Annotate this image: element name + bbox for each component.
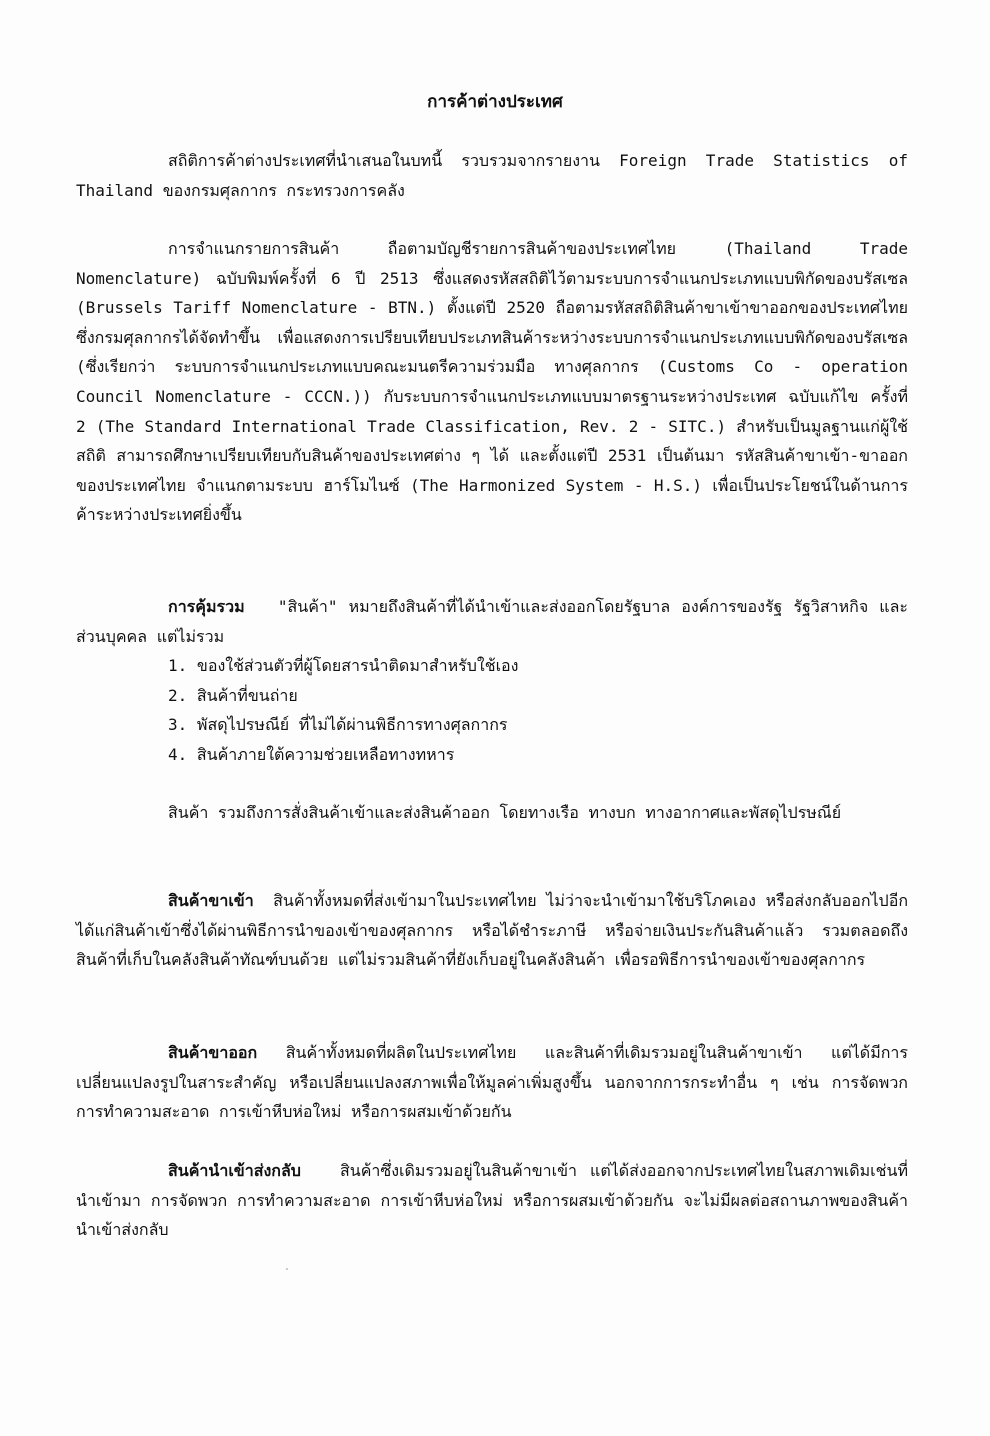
page-title: การค้าต่างประเทศ [427,92,563,112]
list-item: 3. พัสดุไปรษณีย์ ที่ไม่ได้ผ่านพิธีการทางศุลกากร [168,715,508,735]
list-item: 1. ของใช้ส่วนตัวที่ผู้โดยสารนำติดมาสำหรับใช้เอง [168,656,519,675]
reexports-paragraph [76,1156,908,1245]
classification-paragraph [76,234,908,530]
coverage-heading: การคุ้มรวม [168,597,245,616]
imports-paragraph [76,886,908,975]
imports-heading: สินค้าขาเข้า [168,891,254,910]
coverage-exclusion-list [168,651,908,769]
list-item: 4. สินค้าภายใต้ความช่วยเหลือทางทหาร [168,744,455,764]
imports-text: สินค้าทั้งหมดที่ส่งเข้ามาในประเทศไทย ไม่ว่าจะนำเข้ามาใช้บริโภคเอง หรือส่งกลับออกไปอีก ได้แก่สินค้าเข้าซึ่งได้ผ่านพิธีการนำของเข้าของศุลกากร หรือได้ชำระภาษี หรือจ่ายเงินประกันสินค้าแล้ว รวมตลอดถึงสินค้าที่เก็บในคลังสินค้าทัณฑ์บนด้วย แต่ไม่รวมสินค้าที่ยังเก็บอยู่ในคลังสินค้า เพื่อรอพิธีการนำของเข้าของศุลกากร [76,891,908,970]
list-item: 2. สินค้าที่ขนถ่าย [168,685,298,705]
scan-speck [286,1268,288,1270]
intro-text: สถิติการค้าต่างประเทศที่นำเสนอในบทนี้ รวบรวมจากรายงาน Foreign Trade Statistics of Thailand ของกรมศุลกากร กระทรวงการคลัง [76,151,908,200]
reexports-text: สินค้าซึ่งเดิมรวมอยู่ในสินค้าขาเข้า แต่ได้ส่งออกจากประเทศไทยในสภาพเดิมเช่นที่นำเข้ามา การจัดพวก การทำความสะอาด การเข้าหีบห่อใหม่ หรือการผสมเข้าด้วยกัน จะไม่มีผลต่อสถานภาพของสินค้านำเข้าส่งกลับ [76,1161,908,1240]
exports-text: สินค้าทั้งหมดที่ผลิตในประเทศไทย และสินค้าที่เดิมรวมอยู่ในสินค้าขาเข้า แต่ได้มีการเปลี่ยนแปลงรูปในสาระสำคัญ หรือเปลี่ยนแปลงสภาพเพื่อให้มูลค่าเพิ่มสูงขึ้น นอกจากการกระทำอื่น ๆ เช่น การจัดพวก การทำความสะอาด การเข้าหีบห่อใหม่ หรือการผสมเข้าด้วยกัน [76,1043,908,1122]
intro-paragraph [76,146,908,205]
coverage-paragraph [76,592,908,651]
goods-paragraph [76,798,908,828]
coverage-text: "สินค้า" หมายถึงสินค้าที่ได้นำเข้าและส่งออกโดยรัฐบาล องค์การของรัฐ รัฐวิสาหกิจ และส่วนบุคคล แต่ไม่รวม [76,597,908,646]
classification-text: การจำแนกรายการสินค้า ถือตามบัญชีรายการสินค้าของประเทศไทย (Thailand Trade Nomenclature) ฉบับพิมพ์ครั้งที่ 6 ปี 2513 ซึ่งแสดงรหัสสถิติไว้ตามระบบการจำแนกประเภทแบบพิกัดของบรัสเซล (Brussels Tariff Nomenclature - BTN.) ตั้งแต่ปี 2520 ถือตามรหัสสถิติสินค้าขาเข้าขาออกของประเทศไทย ซึ่งกรมศุลกากรได้จัดทำขึ้น เพื่อแสดงการเปรียบเทียบประเภทสินค้าระหว่างระบบการจำแนกประเภทแบบพิกัดของบรัสเซล (ซึ่งเรียกว่า ระบบการจำแนกประเภทแบบคณะมนตรีความร่วมมือ ทางศุลกากร (Customs Co - operation Council Nomenclature - CCCN.)) กับระบบการจำแนกประเภทแบบมาตรฐานระหว่างประเทศ ฉบับแก้ไข ครั้งที่ 2 (The Standard International Trade Classification, Rev. 2 - SITC.) สำหรับเป็นมูลฐานแก่ผู้ใช้สถิติ สามารถศึกษาเปรียบเทียบกับสินค้าของประเทศต่าง ๆ ได้ และตั้งแต่ปี 2531 เป็นต้นมา รหัสสินค้าขาเข้า-ขาออกของประเทศไทย จำแนกตามระบบ ฮาร์โมไนซ์ (The Harmonized System - H.S.) เพื่อเป็นประโยชน์ในด้านการค้าระหว่างประเทศยิ่งขึ้น [76,239,908,525]
reexports-heading: สินค้านำเข้าส่งกลับ [168,1161,301,1180]
exports-heading: สินค้าขาออก [168,1043,258,1062]
goods-text: สินค้า รวมถึงการสั่งสินค้าเข้าและส่งสินค้าออก โดยทางเรือ ทางบก ทางอากาศและพัสดุไปรษณีย์ [168,803,842,822]
exports-paragraph [76,1038,908,1127]
